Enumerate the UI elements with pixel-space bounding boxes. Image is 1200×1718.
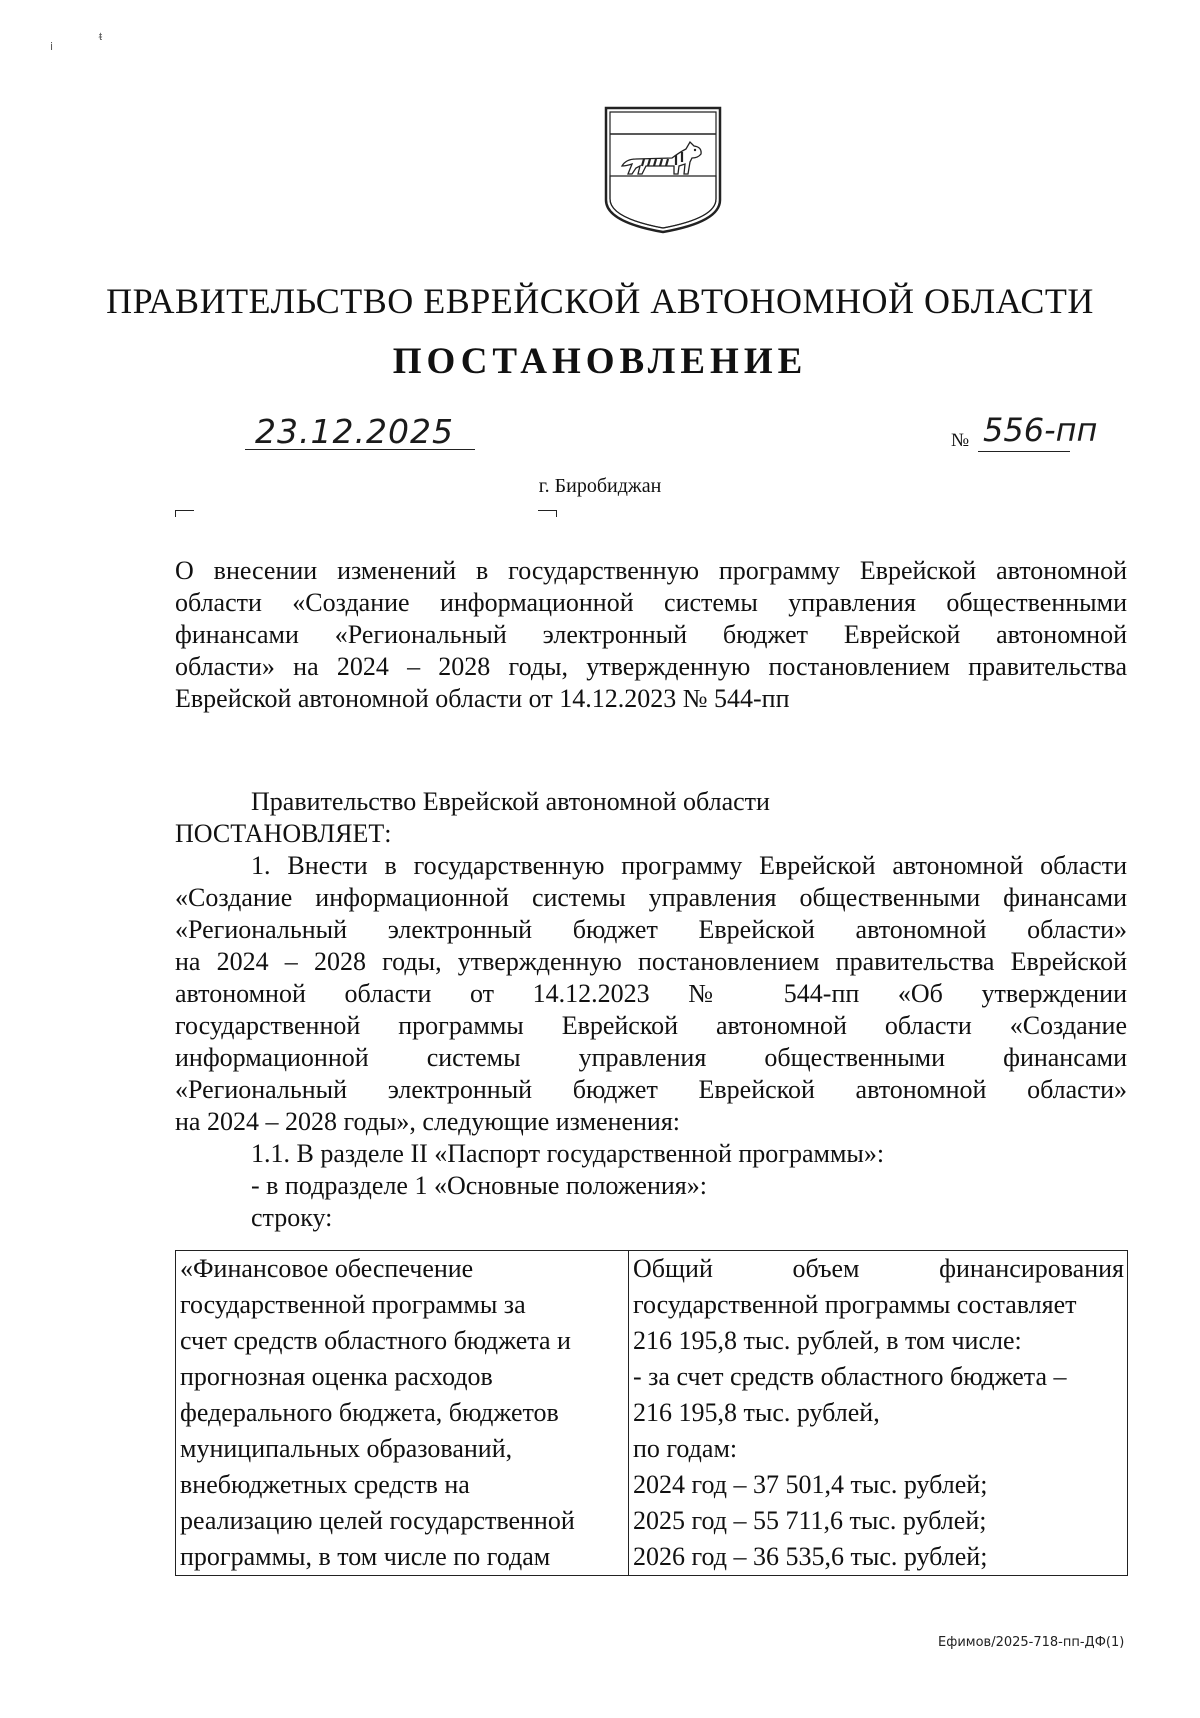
title-line: области «Создание информационной системы управления общественными [175, 588, 1127, 617]
cell-line: федерального бюджета, бюджетов [180, 1398, 559, 1427]
cell-line: 2026 год – 36 535,6 тыс. рублей; [633, 1542, 988, 1571]
item1-line: «Региональный электронный бюджет Еврейской автономной области» [175, 1075, 1127, 1104]
coat-of-arms-tiger-icon [602, 104, 724, 236]
title-line: финансами «Региональный электронный бюджет Еврейской автономной [175, 620, 1127, 649]
item1-line: «Региональный электронный бюджет Еврейской автономной области» [175, 915, 1127, 944]
document-number: 556-пп [983, 411, 1098, 449]
cell-line: внебюджетных средств на [180, 1470, 470, 1499]
item1-line: автономной области от 14.12.2023 № 544-пп «Об утверждении [175, 979, 1127, 1008]
subsection-paragraph: - в подразделе 1 «Основные положения»: [251, 1171, 707, 1200]
item1-line: на 2024 – 2028 годы», следующие изменения: [175, 1107, 681, 1136]
city: г. Биробиджан [538, 475, 662, 497]
cell-line: 216 195,8 тыс. рублей, [633, 1398, 880, 1427]
cell-line: 216 195,8 тыс. рублей, в том числе: [633, 1326, 1022, 1355]
row-word: строку: [251, 1203, 333, 1232]
cell-line: государственной программы за [180, 1290, 526, 1319]
cell-line: «Финансовое обеспечение [180, 1254, 474, 1283]
item1-line: информационной системы управления общественными финансами [175, 1043, 1127, 1072]
cell-line: Общий объем финансирования [633, 1254, 1124, 1283]
scan-mark: i [50, 40, 54, 53]
document-date: 23.12.2025 [255, 412, 454, 451]
date-underline [245, 449, 475, 450]
title-line: области» на 2024 – 2028 годы, утвержденную постановлением правительства [175, 652, 1127, 681]
cell-line: 2025 год – 55 711,6 тыс. рублей; [633, 1506, 987, 1535]
table-cell-left [176, 1251, 629, 1576]
document-type: ПОСТАНОВЛЕНИЕ [392, 341, 808, 382]
resolution-title [175, 555, 1127, 715]
number-sign: № [951, 430, 970, 451]
resolves-heading: ПОСТАНОВЛЯЕТ: [175, 819, 392, 848]
number-underline [978, 451, 1070, 452]
title-line: О внесении изменений в государственную программу Еврейской автономной [175, 556, 1127, 585]
item1-line: на 2024 – 2028 годы, утвержденную постановлением правительства Еврейской [175, 947, 1127, 976]
title-bracket-right [538, 510, 557, 517]
item1-1-paragraph: 1.1. В разделе II «Паспорт государственной программы»: [251, 1139, 885, 1168]
table-row [176, 1251, 1128, 1576]
cell-line: 2024 год – 37 501,4 тыс. рублей; [633, 1470, 988, 1499]
cell-line: по годам: [633, 1434, 738, 1463]
scan-mark: ᵵ [99, 30, 103, 43]
title-bracket-left [175, 510, 194, 517]
government-title: ПРАВИТЕЛЬСТВО ЕВРЕЙСКОЙ АВТОНОМНОЙ ОБЛАСТИ [106, 281, 1094, 321]
table-cell-right [629, 1251, 1128, 1576]
cell-line: счет средств областного бюджета и [180, 1326, 571, 1355]
resolution-body [175, 786, 1127, 1234]
cell-line: прогнозная оценка расходов [180, 1362, 493, 1391]
footer-code: Ефимов/2025-718-пп-ДФ(1) [938, 1635, 1125, 1650]
cell-line: программы, в том числе по годам [180, 1542, 551, 1571]
title-line: Еврейской автономной области от 14.12.2023 № 544-пп [175, 684, 790, 713]
cell-line: муниципальных образований, [180, 1434, 513, 1463]
cell-line: государственной программы составляет [633, 1290, 1077, 1319]
item1-line: государственной программы Еврейской автономной области «Создание [175, 1011, 1127, 1040]
cell-line: - за счет средств областного бюджета – [633, 1362, 1067, 1391]
item1-line: 1. Внести в государственную программу Еврейской автономной области [251, 851, 1127, 880]
item1-line: «Создание информационной системы управления общественными финансами [175, 883, 1127, 912]
cell-line: реализацию целей государственной [180, 1506, 575, 1535]
intro-paragraph: Правительство Еврейской автономной области [251, 787, 770, 816]
financing-table [175, 1250, 1128, 1576]
